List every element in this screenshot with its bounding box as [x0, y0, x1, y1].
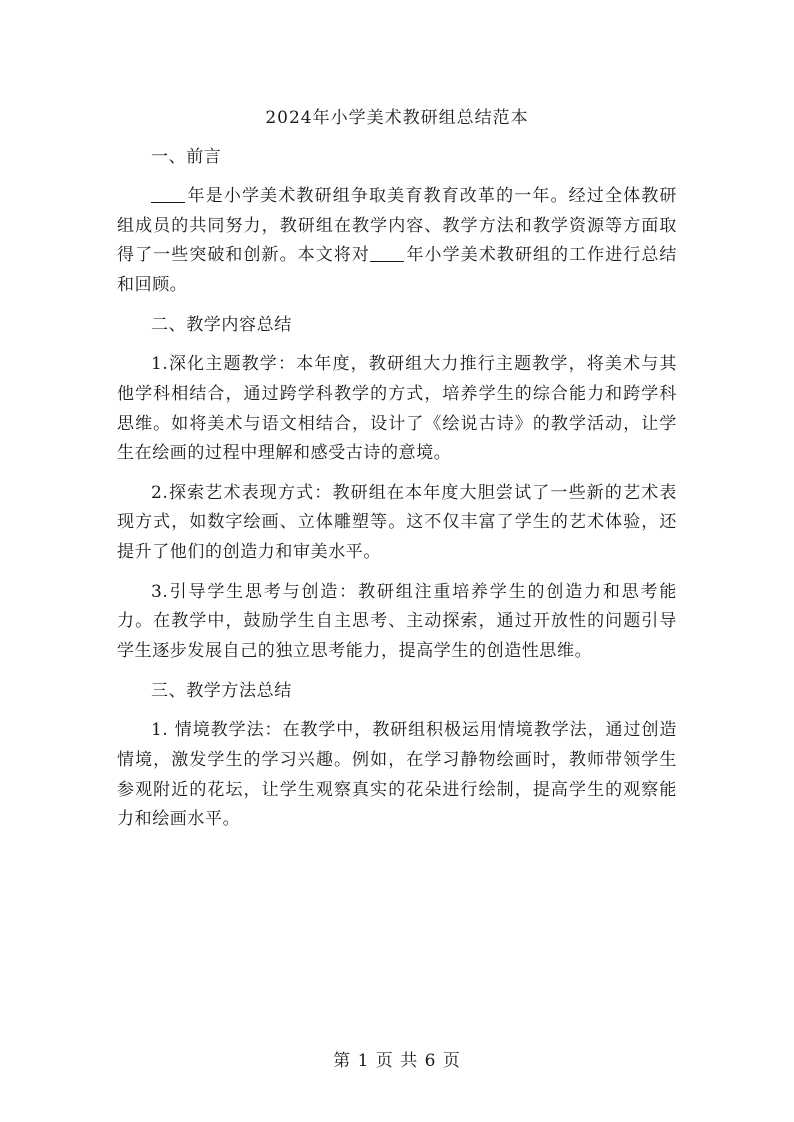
preface-text-a: 年是小学美术教研组争取美育教育改革的一年。经过全体教研组成员的共同努力，教研组在教学内容、教学方法和教学资源等方面取得了一些突破和创新。本文将对	[117, 186, 677, 266]
content-paragraph-1: 1.深化主题教学：本年度，教研组大力推行主题教学，将美术与其他学科相结合，通过跨学科教学的方式，培养学生的综合能力和跨学科思维。如将美术与语文相结合，设计了《绘说古诗》的教学活动，让学生在绘画的过程中理解和感受古诗的意境。	[117, 354, 677, 464]
document-title: 2024年小学美术教研组总结范本	[265, 108, 529, 128]
year-blank-2	[370, 244, 404, 262]
section-heading-preface: 一、前言	[151, 147, 222, 167]
section-heading-methods: 三、教学方法总结	[151, 681, 292, 702]
content-paragraph-3: 3.引导学生思考与创造：教研组注重培养学生的创造力和思考能力。在教学中，鼓励学生自主思考、主动探索，通过开放性的问题引导学生逐步发展自己的独立思考能力，提高学生的创造性思维。	[117, 581, 677, 661]
preface-paragraph	[117, 182, 677, 300]
year-blank	[151, 185, 185, 203]
section-heading-content: 二、教学内容总结	[151, 315, 292, 336]
page-footer: 第 1 页 共 6 页	[333, 1051, 461, 1071]
document-body	[117, 142, 677, 845]
preface-text-b: 年小学美术教研组的工作进行总结和回顾。	[117, 245, 677, 295]
content-paragraph-2: 2.探索艺术表现方式：教研组在本年度大胆尝试了一些新的艺术表现方式，如数字绘画、立体雕塑等。这不仅丰富了学生的艺术体验，还提升了他们的创造力和审美水平。	[117, 482, 677, 562]
methods-paragraph-1: 1. 情境教学法：在教学中，教研组积极运用情境教学法，通过创造情境，激发学生的学习兴趣。例如，在学习静物绘画时，教师带领学生参观附近的花坛，让学生观察真实的花朵进行绘制，提高学生的观察能力和绘画水平。	[117, 720, 677, 830]
